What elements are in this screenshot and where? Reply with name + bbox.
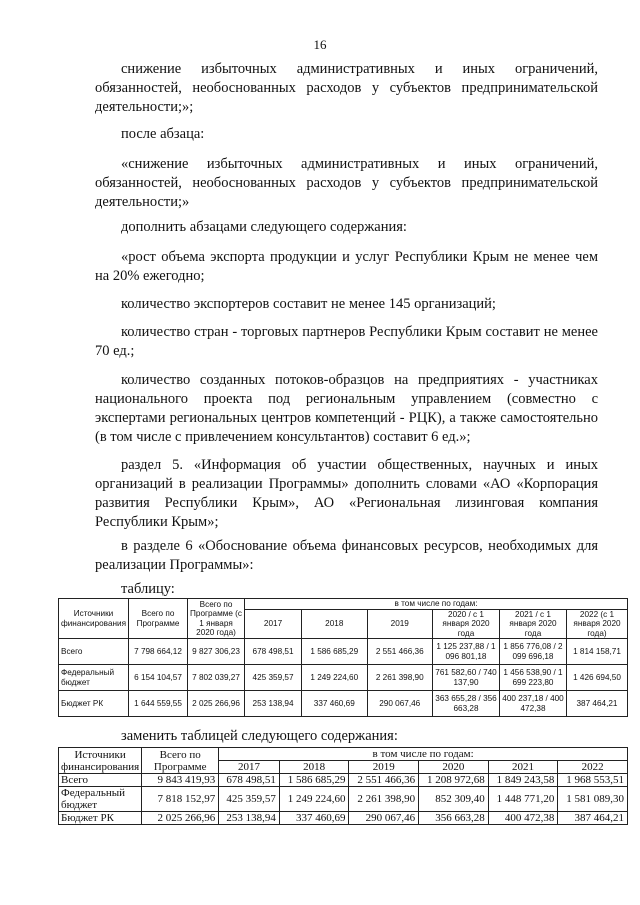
cell: 1 249 224,60 xyxy=(302,665,367,691)
cell: 290 067,46 xyxy=(349,812,419,825)
cell: 1 456 538,90 / 1 699 223,80 xyxy=(500,665,567,691)
replace-text: заменить таблицей следующего содержания: xyxy=(121,728,398,744)
cell: 356 663,28 xyxy=(419,812,489,825)
header-year: 2017 xyxy=(245,609,302,639)
table-row xyxy=(59,774,628,787)
row-label: Федеральный бюджет xyxy=(59,665,129,691)
cell: 2 551 466,36 xyxy=(367,639,433,665)
header-total: Всего по Программе xyxy=(129,599,188,639)
cell: 1 581 089,30 xyxy=(558,787,628,812)
cell: 761 582,60 / 740 137,90 xyxy=(433,665,500,691)
cell: 2 551 466,36 xyxy=(349,774,419,787)
paragraph-6: количество экспортеров составит не менее 145 организаций; xyxy=(121,296,496,312)
cell: 678 498,51 xyxy=(219,774,280,787)
paragraph-9: раздел 5. «Информация об участии общественных, научных и иных организаций в реализации Программы» дополнить словами «АО «Корпорация развития Республики Крым», АО «Региональная лизинговая компания Республики Крым»; xyxy=(95,457,598,530)
header-year: 2019 xyxy=(367,609,433,639)
cell: 2 261 398,90 xyxy=(349,787,419,812)
row-label: Бюджет РК xyxy=(59,812,142,825)
cell: 400 472,38 xyxy=(488,812,558,825)
cell: 7 818 152,97 xyxy=(142,787,219,812)
header-year: 2022 (с 1 января 2020 года) xyxy=(567,609,628,639)
cell: 9 843 419,93 xyxy=(142,774,219,787)
paragraph-2: после абзаца: xyxy=(121,126,205,142)
header-year: 2018 xyxy=(302,609,367,639)
row-label: Всего xyxy=(59,639,129,665)
paragraph-8: количество созданных потоков-образцов на предприятиях - участниках национального проекта под региональным управлением (совместно с экспертами региональных центров компетенций - РЦК), а также самостоятельно (в том числе с привлечением консультантов) составит 6 ед.»; xyxy=(95,372,598,445)
cell: 1 814 158,71 xyxy=(567,639,628,665)
cell: 852 309,40 xyxy=(419,787,489,812)
paragraph-3: «снижение избыточных административных и иных ограничений, обязанностей, необоснованных расходов у субъектов предпринимательской деятельности;» xyxy=(95,156,598,210)
table-intro: таблицу: xyxy=(121,581,175,597)
cell: 678 498,51 xyxy=(245,639,302,665)
cell: 1 586 685,29 xyxy=(279,774,349,787)
cell: 9 827 306,23 xyxy=(188,639,245,665)
cell: 1 249 224,60 xyxy=(279,787,349,812)
table-row xyxy=(59,639,628,665)
cell: 1 644 559,55 xyxy=(129,691,188,717)
cell: 387 464,21 xyxy=(558,812,628,825)
header-total: Всего по Программе xyxy=(142,748,219,774)
row-label: Федеральный бюджет xyxy=(59,787,142,812)
header-total-since: Всего по Программе (с 1 января 2020 года) xyxy=(188,599,245,639)
cell: 337 460,69 xyxy=(279,812,349,825)
new-financing-table xyxy=(58,747,628,825)
cell: 1 968 553,51 xyxy=(558,774,628,787)
cell: 1 208 972,68 xyxy=(419,774,489,787)
cell: 7 798 664,12 xyxy=(129,639,188,665)
cell: 2 025 266,96 xyxy=(188,691,245,717)
cell: 387 464,21 xyxy=(567,691,628,717)
header-source: Источники финансирования xyxy=(59,599,129,639)
cell: 2 025 266,96 xyxy=(142,812,219,825)
cell: 253 138,94 xyxy=(245,691,302,717)
paragraph-10: в разделе 6 «Обоснование объема финансовых ресурсов, необходимых для реализации Программы»: xyxy=(95,538,598,573)
cell: 1 426 694,50 xyxy=(567,665,628,691)
cell: 1 125 237,88 / 1 096 801,18 xyxy=(433,639,500,665)
cell: 425 359,57 xyxy=(219,787,280,812)
row-label: Бюджет РК xyxy=(59,691,129,717)
cell: 1 448 771,20 xyxy=(488,787,558,812)
cell: 363 655,28 / 356 663,28 xyxy=(433,691,500,717)
table-row xyxy=(59,787,628,812)
table-row xyxy=(59,665,628,691)
header-year: 2021 xyxy=(488,761,558,774)
table-header-row xyxy=(59,748,628,761)
cell: 253 138,94 xyxy=(219,812,280,825)
header-by-years: в том числе по годам: xyxy=(245,599,628,610)
cell: 337 460,69 xyxy=(302,691,367,717)
paragraph-4: дополнить абзацами следующего содержания: xyxy=(121,219,407,235)
header-year: 2019 xyxy=(349,761,419,774)
header-by-years: в том числе по годам: xyxy=(219,748,628,761)
header-source: Источники финансирования xyxy=(59,748,142,774)
cell: 7 802 039,27 xyxy=(188,665,245,691)
cell: 1 849 243,58 xyxy=(488,774,558,787)
page-number: 16 xyxy=(313,37,327,52)
header-year: 2020 xyxy=(419,761,489,774)
table-row xyxy=(59,691,628,717)
header-year: 2017 xyxy=(219,761,280,774)
cell: 6 154 104,57 xyxy=(129,665,188,691)
header-year: 2021 / с 1 января 2020 года xyxy=(500,609,567,639)
cell: 1 856 776,08 / 2 099 696,18 xyxy=(500,639,567,665)
paragraph-1: снижение избыточных административных и иных ограничений, обязанностей, необоснованных расходов у субъектов предпринимательской деятельности;»; xyxy=(95,61,598,115)
paragraph-5: «рост объема экспорта продукции и услуг Республики Крым не менее чем на 20% ежегодно; xyxy=(95,249,598,284)
cell: 425 359,57 xyxy=(245,665,302,691)
table-header-row xyxy=(59,599,628,610)
cell: 290 067,46 xyxy=(367,691,433,717)
header-year: 2018 xyxy=(279,761,349,774)
old-financing-table xyxy=(58,598,628,717)
table-row xyxy=(59,812,628,825)
header-year: 2022 xyxy=(558,761,628,774)
cell: 2 261 398,90 xyxy=(367,665,433,691)
header-year: 2020 / с 1 января 2020 года xyxy=(433,609,500,639)
cell: 1 586 685,29 xyxy=(302,639,367,665)
paragraph-7: количество стран - торговых партнеров Республики Крым составит не менее 70 ед.; xyxy=(95,324,598,359)
cell: 400 237,18 / 400 472,38 xyxy=(500,691,567,717)
row-label: Всего xyxy=(59,774,142,787)
